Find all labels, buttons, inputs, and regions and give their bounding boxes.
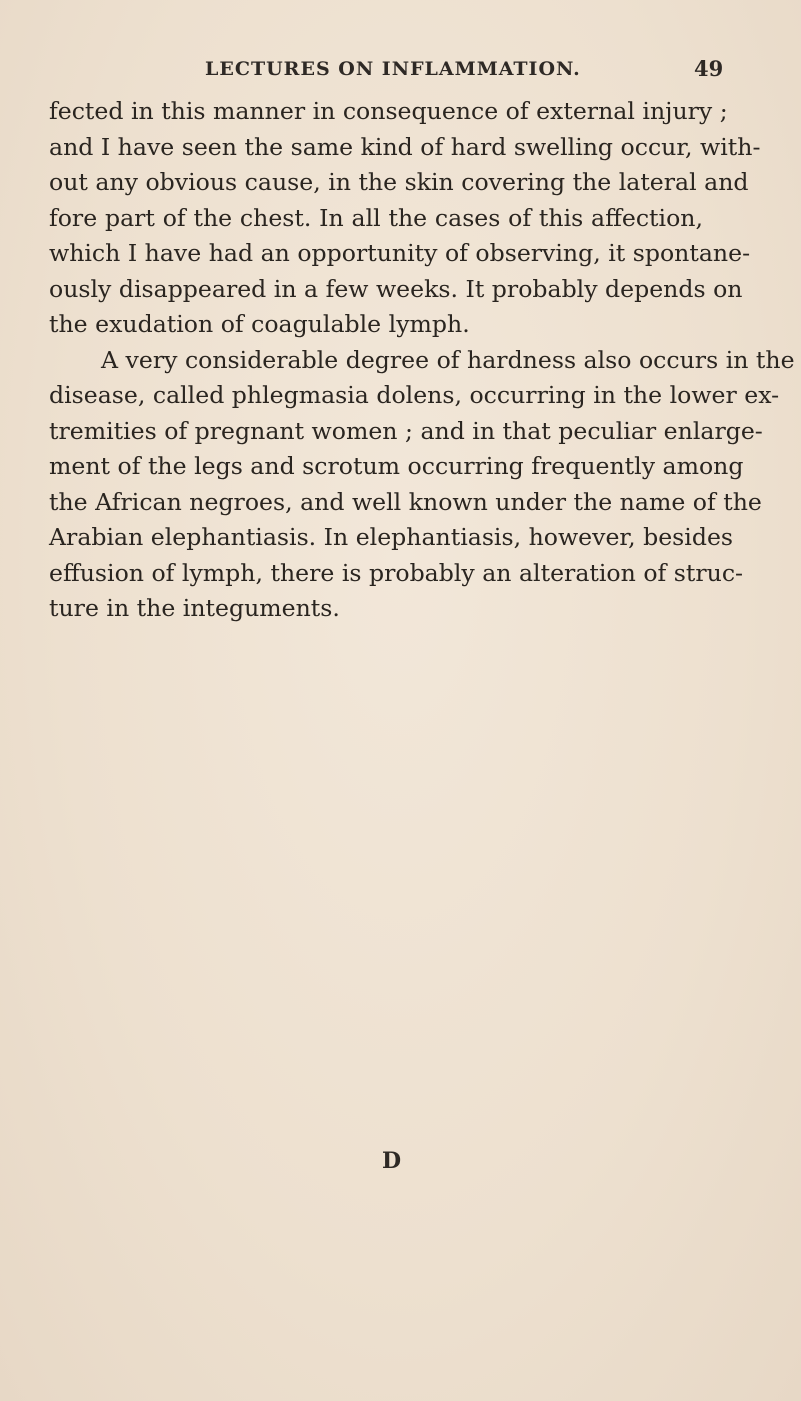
text-line: disease, called phlegmasia dolens, occurring in the lower ex- — [49, 381, 780, 409]
paragraph-first-line: A very considerable degree of hardness also occurs in the — [101, 345, 795, 374]
text-line: Arabian elephantiasis. In elephantiasis, however, besides — [49, 523, 734, 551]
running-title: LECTURES ON INFLAMMATION. — [205, 58, 581, 80]
text-line: out any obvious cause, in the skin covering the lateral and — [49, 168, 749, 196]
text-line: ously disappeared in a few weeks. It probably depends on — [49, 274, 743, 303]
body-text — [49, 94, 795, 627]
text-line: effusion of lymph, there is probably an alteration of struc- — [49, 558, 743, 587]
text-line: fected in this manner in consequence of external injury ; — [49, 97, 728, 125]
page-number: 49 — [694, 56, 724, 81]
text-line: ment of the legs and scrotum occurring frequently among — [49, 452, 744, 480]
text-line: which I have had an opportunity of observing, it spontane- — [49, 239, 751, 267]
signature-mark: D — [382, 1148, 402, 1174]
text-line: the exudation of coagulable lymph. — [49, 310, 470, 338]
text-line: ture in the integuments. — [49, 594, 340, 622]
text-line: and I have seen the same kind of hard swelling occur, with- — [49, 132, 761, 161]
text-line: fore part of the chest. In all the cases of this affection, — [49, 203, 703, 232]
text-line: the African negroes, and well known under the name of the — [49, 487, 762, 516]
text-line: tremities of pregnant women ; and in that peculiar enlarge- — [49, 416, 763, 445]
